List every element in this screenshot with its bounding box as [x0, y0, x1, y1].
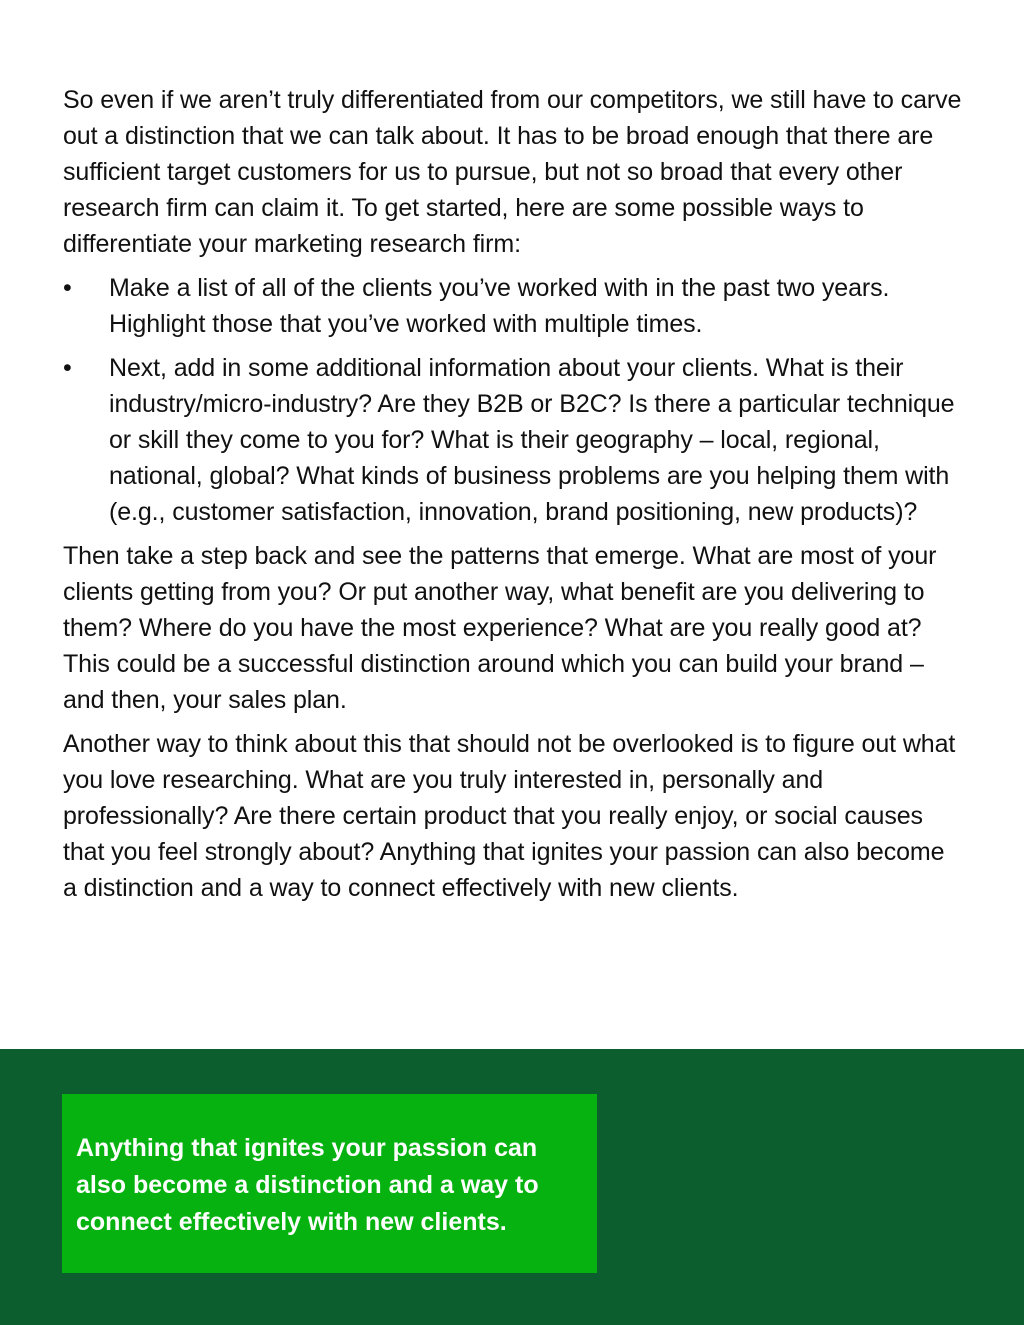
patterns-paragraph: Then take a step back and see the patterns that emerge. What are most of your clients getting from you? Or put another way, what benefit are you delivering to them? Where do you have the most experience? What are you really good at? This could be a successful distinction around which you can build your brand – and then, your sales plan.: [63, 542, 937, 714]
article-body: [63, 82, 963, 914]
list-item: [63, 270, 963, 342]
bullet-text: Make a list of all of the clients you’ve worked with in the past two years. Highlight those that you’ve worked with multiple times.: [109, 274, 890, 338]
passion-paragraph: Another way to think about this that should not be overlooked is to figure out what you love researching. What are you truly interested in, personally and professionally? Are there certain product that you really enjoy, or social causes that you feel strongly about? Anything that ignites your passion can also become a distinction and a way to connect effectively with new clients.: [63, 730, 956, 902]
pull-quote-text: Anything that ignites your passion can also become a distinction and a way to connect effectively with new clients.: [76, 1134, 539, 1236]
pull-quote-box: [62, 1094, 597, 1273]
bullet-list: [63, 270, 963, 530]
intro-paragraph: So even if we aren’t truly differentiated from our competitors, we still have to carve out a distinction that we can talk about. It has to be broad enough that there are sufficient target customers for us to pursue, but not so broad that every other research firm can claim it. To get started, here are some possible ways to differentiate your marketing research firm:: [63, 86, 962, 258]
list-item: [63, 350, 963, 530]
bullet-marker: •: [63, 354, 72, 382]
bullet-marker: •: [63, 274, 72, 302]
bullet-text: Next, add in some additional information about your clients. What is their industry/micro-industry? Are they B2B or B2C? Is there a particular technique or skill they come to you for? What is their geography – local, regional, national, global? What kinds of business problems are you helping them with (e.g., customer satisfaction, innovation, brand positioning, new products)?: [109, 354, 955, 526]
